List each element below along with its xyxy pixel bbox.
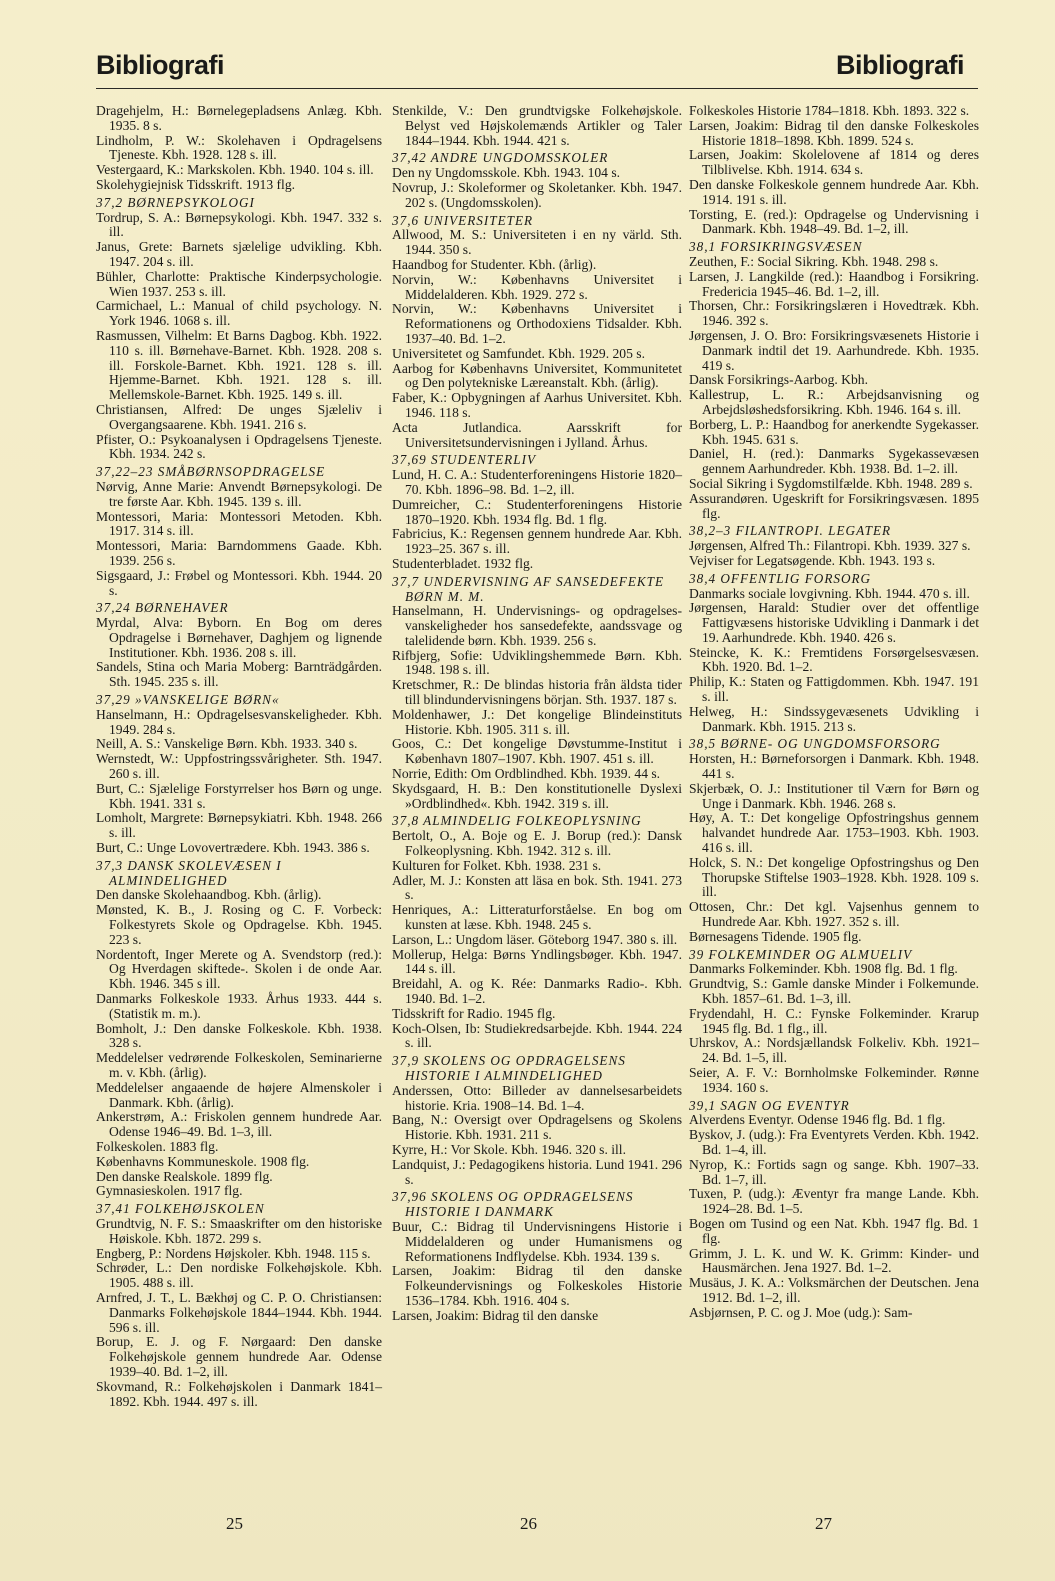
- section-heading: 37,6 UNIVERSITETER: [392, 212, 534, 228]
- bibliography-entry: Universitetet og Samfundet. Kbh. 1929. 205 s.: [392, 345, 645, 361]
- section-heading: 37,41 FOLKEHØJSKOLEN: [96, 1201, 265, 1217]
- bibliography-entry: Pfister, O.: Psykoanalysen i Opdragelsens Tjeneste. Kbh. 1934. 242 s.: [96, 431, 382, 462]
- section-heading: 37,22–23 SMÅBØRNSOPDRAGELSE: [96, 464, 326, 480]
- section-heading: 37,8 ALMINDELIG FOLKEOPLYSNING: [392, 813, 642, 829]
- bibliography-entry: Carmichael, L.: Manual of child psychology. N. York 1946. 1068 s. ill.: [96, 298, 382, 329]
- bibliography-entry: Rifbjerg, Sofie: Udviklingshemmede Børn. Kbh. 1948. 198 s. ill.: [392, 647, 682, 678]
- bibliography-entry: Fabricius, K.: Regensen gennem hundrede Aar. Kbh. 1923–25. 367 s. ill.: [392, 526, 682, 557]
- column-page-27: [689, 104, 979, 1321]
- bibliography-entry: Grimm, J. L. K. und W. K. Grimm: Kinder- und Hausmärchen. Jena 1927. Bd. 1–2.: [689, 1245, 979, 1276]
- bibliography-entry: Burt, C.: Unge Lovovertrædere. Kbh. 1943. 386 s.: [96, 840, 370, 856]
- bibliography-entry: Kallestrup, L. R.: Arbejdsanvisning og Arbejdsløshedsforsikring. Kbh. 1946. 164 s. ill.: [689, 387, 979, 417]
- bibliography-entry: Den danske Realskole. 1899 flg.: [96, 1168, 273, 1184]
- bibliography-entry: Rasmussen, Vilhelm: Et Barns Dagbog. Kbh. 1922. 110 s. ill. Børnehave-Barnet. Kbh. 1928. 208 s. ill. Forskole-Barnet. Kbh. 1921. 128 s. ill. Hjemme-Barnet. Kbh. 1921. 128 s. ill. Mellemskole-Barnet. Kbh. 1925. 149 s. ill.: [96, 327, 382, 403]
- bibliography-entry: Schrøder, L.: Den nordiske Folkehøjskole. Kbh. 1905. 488 s. ill.: [96, 1260, 382, 1291]
- bibliography-entry: Helweg, H.: Sindssygevæsenets Udvikling i Danmark. Kbh. 1915. 213 s.: [689, 703, 979, 734]
- bibliography-entry: Den danske Folkeskole gennem hundrede Aar. Kbh. 1914. 191 s. ill.: [689, 176, 979, 207]
- bibliography-entry: Mollerup, Helga: Børns Yndlingsbøger. Kbh. 1947. 144 s. ill.: [392, 946, 682, 977]
- bibliography-entry: Jørgensen, Alfred Th.: Filantropi. Kbh. 1939. 327 s.: [689, 538, 971, 554]
- bibliography-entry: Steincke, K. K.: Fremtidens Forsørgelsesvæsen. Kbh. 1920. Bd. 1–2.: [689, 644, 979, 675]
- column-page-26: [392, 104, 682, 1324]
- bibliography-entry: Ankerstrøm, A.: Friskolen gennem hundrede Aar. Odense 1946–49. Bd. 1–3, ill.: [96, 1109, 382, 1140]
- bibliography-entry: Philip, K.: Staten og Fattigdommen. Kbh. 1947. 191 s. ill.: [689, 674, 979, 705]
- bibliography-entry: Hanselmann, H.: Opdragelsesvanskeligheder. Kbh. 1949. 284 s.: [96, 706, 382, 737]
- bibliography-entry: Vestergaard, K.: Markskolen. Kbh. 1940. 104 s. ill.: [96, 162, 374, 178]
- bibliography-entry: Arnfred, J. T., L. Bækhøj og C. P. O. Christiansen: Danmarks Folkehøjskole 1844–1944. Kbh. 1944. 596 s. ill.: [96, 1289, 382, 1335]
- bibliography-entry: Acta Jutlandica. Aarsskrift for Universitetsundervisningen i Jylland. Århus.: [392, 419, 682, 450]
- bibliography-entry: Assurandøren. Ugeskrift for Forsikringsvæsen. 1895 flg.: [689, 490, 979, 521]
- section-heading: 37,96 SKOLENS OG OPDRAGELSENS HISTORIE I DANMARK: [392, 1189, 634, 1220]
- bibliography-entry: Janus, Grete: Barnets sjælelige udvikling. Kbh. 1947. 204 s. ill.: [96, 239, 382, 269]
- bibliography-entry: Allwood, M. S.: Universiteten i en ny värld. Sth. 1944. 350 s.: [392, 227, 682, 258]
- bibliography-entry: Neill, A. S.: Vanskelige Børn. Kbh. 1933. 340 s.: [96, 736, 358, 752]
- running-header-left: Bibliografi: [96, 50, 224, 80]
- bibliography-entry: Danmarks sociale lovgivning. Kbh. 1944. 470 s. ill.: [689, 585, 970, 601]
- bibliography-entry: Norrie, Edith: Om Ordblindhed. Kbh. 1939. 44 s.: [392, 766, 661, 782]
- section-heading: 38,4 OFFENTLIG FORSORG: [689, 570, 872, 586]
- bibliography-entry: Norvin, W.: Københavns Universitet i Reformationens og Orthodoxiens Tidsalder. Kbh. 1937–40. Bd. 1–2.: [392, 301, 682, 346]
- section-heading: 37,42 ANDRE UNGDOMSSKOLER: [392, 150, 609, 166]
- section-heading: 38,2–3 FILANTROPI. LEGATER: [689, 523, 892, 539]
- bibliography-entry: Vejviser for Legatsøgende. Kbh. 1943. 193 s.: [689, 552, 936, 568]
- bibliography-entry: Social Sikring i Sygdomstilfælde. Kbh. 1948. 289 s.: [689, 475, 973, 491]
- page-number-26: 26: [520, 1514, 537, 1533]
- bibliography-entry: Kyrre, H.: Vor Skole. Kbh. 1946. 320 s. ill.: [392, 1141, 626, 1157]
- section-heading: 37,7 UNDERVISNING AF SANSEDEFEKTE BØRN M. M.: [392, 573, 665, 604]
- bibliography-entry: Bomholt, J.: Den danske Folkeskole. Kbh. 1938. 328 s.: [96, 1020, 382, 1051]
- bibliography-entry: Skjerbæk, O. J.: Institutioner til Værn for Børn og Unge i Danmark. Kbh. 1946. 268 s.: [689, 780, 979, 811]
- section-heading: 37,9 SKOLENS OG OPDRAGELSENS HISTORIE I ALMINDELIGHED: [392, 1053, 626, 1083]
- bibliography-entry: Den danske Skolehaandbog. Kbh. (årlig).: [96, 887, 322, 903]
- bibliography-entry: Norvin, W.: Københavns Universitet i Middelalderen. Kbh. 1929. 272 s.: [392, 271, 682, 302]
- bibliography-entry: Uhrskov, A.: Nordsjællandsk Folkeliv. Kbh. 1921–24. Bd. 1–5, ill.: [689, 1035, 979, 1066]
- bibliography-entry: Novrup, J.: Skoleformer og Skoletanker. Kbh. 1947. 202 s. (Ungdomsskolen).: [392, 179, 682, 210]
- bibliography-entry: Myrdal, Alva: Byborn. En Bog om deres Opdragelse i Børnehaver, Daghjem og lignende Institutioner. Kbh. 1936. 208 s. ill.: [96, 615, 382, 660]
- bibliography-entry: Jørgensen, J. O. Bro: Forsikringsvæsenets Historie i Danmark indtil det 19. Aarhundrede. Kbh. 1935. 419 s.: [689, 327, 979, 373]
- page-number-25: 25: [226, 1514, 243, 1533]
- bibliography-entry: Thorsen, Chr.: Forsikringslæren i Hovedtræk. Kbh. 1946. 392 s.: [689, 298, 979, 329]
- bibliography-entry: Breidahl, A. og K. Rée: Danmarks Radio-. Kbh. 1940. Bd. 1–2.: [392, 976, 682, 1007]
- bibliography-entry: Larsen, Joakim: Skolelovene af 1814 og deres Tilblivelse. Kbh. 1914. 634 s.: [689, 147, 979, 178]
- bibliography-entry: Larsen, J. Langkilde (red.): Haandbog i Forsikring. Fredericia 1945–46. Bd. 1–2, ill.: [689, 268, 979, 299]
- bibliography-entry: Bang, N.: Oversigt over Opdragelsens og Skolens Historie. Kbh. 1931. 211 s.: [392, 1112, 682, 1143]
- bibliography-entry: Studenterbladet. 1932 flg.: [392, 555, 534, 571]
- bibliography-entry: Tidsskrift for Radio. 1945 flg.: [392, 1005, 556, 1021]
- header-rule: [96, 88, 978, 89]
- bibliography-entry: Kulturen for Folket. Kbh. 1938. 231 s.: [392, 857, 602, 873]
- bibliography-entry: Grundtvig, N. F. S.: Smaaskrifter om den historiske Høiskole. Kbh. 1872. 299 s.: [96, 1215, 382, 1246]
- bibliography-entry: Stenkilde, V.: Den grundtvigske Folkehøjskole. Belyst ved Højskolemænds Artikler og Taler 1844–1944. Kbh. 1944. 421 s.: [392, 103, 682, 148]
- section-heading: 37,24 BØRNEHAVER: [96, 600, 229, 616]
- bibliography-entry: Københavns Kommuneskole. 1908 flg.: [96, 1153, 310, 1169]
- bibliography-entry: Nordentoft, Inger Merete og A. Svendstorp (red.): Og Hverdagen skiftede-. Skolen i de onde Aar. Kbh. 1946. 345 s ill.: [96, 946, 382, 992]
- bibliography-entry: Montessori, Maria: Barndommens Gaade. Kbh. 1939. 256 s.: [96, 538, 382, 568]
- bibliography-entry: Landquist, J.: Pedagogikens historia. Lund 1941. 296 s.: [392, 1156, 682, 1187]
- page-number-27: 27: [815, 1514, 832, 1533]
- bibliography-entry: Kretschmer, R.: De blindas historia från äldsta tider till blindundervisningens början. Sth. 1937. 187 s.: [392, 677, 682, 708]
- bibliography-entry: Jørgensen, Harald: Studier over det offentlige Fattigvæsens historiske Udvikling i Danmark i det 19. Aarhundrede. Kbh. 1940. 426 s.: [689, 600, 979, 645]
- bibliography-entry: Lomholt, Margrete: Børnepsykiatri. Kbh. 1948. 266 s. ill.: [96, 810, 382, 841]
- section-heading: 38,1 FORSIKRINGSVÆSEN: [689, 239, 863, 255]
- bibliography-entry: Faber, K.: Opbygningen af Aarhus Universitet. Kbh. 1946. 118 s.: [392, 390, 682, 420]
- section-heading: 37,3 DANSK SKOLEVÆSEN I ALMINDELIGHED: [96, 857, 282, 888]
- bibliography-entry: Høy, A. T.: Det kongelige Opfostringshus gennem halvandet hundrede Aar. 1753–1903. Kbh. 1903. 416 s. ill.: [689, 810, 979, 856]
- bibliography-entry: Daniel, H. (red.): Danmarks Sygekassevæsen gennem Aarhundreder. Kbh. 1938. Bd. 1–2. ill.: [689, 446, 979, 477]
- bibliography-entry: Christiansen, Alfred: De unges Sjæleliv i Overgangsaarene. Kbh. 1941. 216 s.: [96, 401, 382, 432]
- bibliography-entry: Adler, M. J.: Konsten att läsa en bok. Sth. 1941. 273 s.: [392, 872, 682, 903]
- bibliography-entry: Mønsted, K. B., J. Rosing og C. F. Vorbeck: Folkestyrets Skole og Opdragelse. Kbh. 1945. 223 s.: [96, 902, 382, 947]
- bibliography-entry: Larsen, Joakim: Bidrag til den danske Folkeundervisnings og Folkeskoles Historie 1536–1784. Kbh. 1916. 404 s.: [392, 1263, 682, 1308]
- bibliography-entry: Zeuthen, F.: Social Sikring. Kbh. 1948. 298 s.: [689, 253, 939, 269]
- bibliography-entry: Tordrup, S. A.: Børnepsykologi. Kbh. 1947. 332 s. ill.: [96, 209, 382, 240]
- bibliography-entry: Børnesagens Tidende. 1905 flg.: [689, 928, 862, 944]
- bibliography-entry: Sigsgaard, J.: Frøbel og Montessori. Kbh. 1944. 20 s.: [96, 567, 382, 598]
- bibliography-entry: Tuxen, P. (udg.): Æventyr fra mange Lande. Kbh. 1924–28. Bd. 1–5.: [689, 1186, 979, 1217]
- bibliography-entry: Nørvig, Anne Marie: Anvendt Børnepsykologi. De tre første Aar. Kbh. 1945. 139 s. ill.: [96, 478, 382, 509]
- bibliography-entry: Horsten, H.: Børneforsorgen i Danmark. Kbh. 1948. 441 s.: [689, 751, 979, 782]
- bibliography-entry: Larsen, Joakim: Bidrag til den danske Folkeskoles Historie 1818–1898. Kbh. 1899. 524 s.: [689, 117, 979, 148]
- bibliography-entry: Larson, L.: Ungdom läser. Göteborg 1947. 380 s. ill.: [392, 931, 678, 947]
- bibliography-entry: Frydendahl, H. C.: Fynske Folkeminder. Krarup 1945 flg. Bd. 1 flg., ill.: [689, 1005, 979, 1036]
- bibliography-entry: Anderssen, Otto: Billeder av dannelsesarbeidets historie. Kria. 1908–14. Bd. 1–4.: [392, 1082, 682, 1113]
- bibliography-entry: Holck, S. N.: Det kongelige Opfostringshus og Den Thorupske Stiftelse 1903–1928. Kbh. 1928. 109 s. ill.: [689, 854, 979, 900]
- bibliography-entry: Danmarks Folkeskole 1933. Århus 1933. 444 s. (Statistik m. m.).: [96, 991, 382, 1021]
- bibliography-entry: Torsting, E. (red.): Opdragelse og Undervisning i Danmark. Kbh. 1948–49. Bd. 1–2, ill.: [689, 206, 979, 237]
- bibliography-entry: Hanselmann, H. Undervisnings- og opdragelses-vanskeligheder hos sansedefekte, aandssvage og talelidende børn. Kbh. 1939. 256 s.: [392, 603, 682, 648]
- bibliography-entry: Dansk Forsikrings-Aarbog. Kbh.: [689, 372, 868, 388]
- section-heading: 37,29 »VANSKELIGE BØRN«: [96, 692, 280, 708]
- column-page-25: [96, 104, 382, 1409]
- bibliography-entry: Den ny Ungdomsskole. Kbh. 1943. 104 s.: [392, 165, 621, 181]
- bibliography-entry: Alverdens Eventyr. Odense 1946 flg. Bd. 1 flg.: [689, 1112, 946, 1128]
- bibliography-entry: Moldenhawer, J.: Det kongelige Blindeinstituts Historie. Kbh. 1905. 311 s. ill.: [392, 706, 682, 737]
- bibliography-entry: Koch-Olsen, Ib: Studiekredsarbejde. Kbh. 1944. 224 s. ill.: [392, 1020, 682, 1051]
- bibliography-entry: Bühler, Charlotte: Praktische Kinderpsychologie. Wien 1937. 253 s. ill.: [96, 268, 382, 299]
- bibliography-entry: Borup, E. J. og F. Nørgaard: Den danske Folkehøjskole gennem hundrede Aar. Odense 1939–40. Bd. 1–2, ill.: [96, 1334, 382, 1379]
- bibliography-entry: Borberg, L. P.: Haandbog for anerkendte Sygekasser. Kbh. 1945. 631 s.: [689, 416, 979, 447]
- bibliography-entry: Aarbog for Københavns Universitet, Kommunitetet og Den polytekniske Læreanstalt. Kbh. (årlig).: [392, 360, 682, 391]
- section-heading: 39 FOLKEMINDER OG ALMUELIV: [689, 946, 913, 962]
- bibliography-entry: Dumreicher, C.: Studenterforeningens Historie 1870–1920. Kbh. 1934 flg. Bd. 1 flg.: [392, 496, 682, 527]
- bibliography-entry: Buur, C.: Bidrag til Undervisningens Historie i Middelalderen og under Humanismens og Reformationens Indflydelse. Kbh. 1934. 139 s.: [392, 1218, 682, 1264]
- bibliography-entry: Folkeskolen. 1883 flg.: [96, 1138, 219, 1154]
- bibliography-entry: Goos, C.: Det kongelige Døvstumme-Institut i København 1807–1907. Kbh. 1907. 451 s. ill.: [392, 736, 682, 767]
- section-heading: 37,69 STUDENTERLIV: [392, 452, 537, 468]
- bibliography-entry: Seier, A. F. V.: Bornholmske Folkeminder. Rønne 1934. 160 s.: [689, 1065, 979, 1095]
- bibliography-entry: Skovmand, R.: Folkehøjskolen i Danmark 1841–1892. Kbh. 1944. 497 s. ill.: [96, 1378, 382, 1409]
- bibliography-entry: Bertolt, O., A. Boje og E. J. Borup (red.): Dansk Folkeoplysning. Kbh. 1942. 312 s. ill.: [392, 828, 682, 859]
- bibliography-entry: Bogen om Tusind og een Nat. Kbh. 1947 flg. Bd. 1 flg.: [689, 1215, 979, 1246]
- running-header-right: Bibliografi: [836, 50, 964, 80]
- bibliography-entry: Skydsgaard, H. B.: Den konstitutionelle Dyslexi »Ordblindhed«. Kbh. 1942. 319 s. ill.: [392, 780, 682, 811]
- bibliography-entry: Lund, H. C. A.: Studenterforeningens Historie 1820–70. Kbh. 1896–98. Bd. 1–2, ill.: [392, 467, 682, 497]
- bibliography-entry: Dragehjelm, H.: Børnelegepladsens Anlæg. Kbh. 1935. 8 s.: [96, 103, 382, 133]
- bibliography-entry: Ottosen, Chr.: Det kgl. Vajsenhus gennem to Hundrede Aar. Kbh. 1927. 352 s. ill.: [689, 899, 979, 930]
- bibliography-entry: Montessori, Maria: Montessori Metoden. Kbh. 1917. 314 s. ill.: [96, 508, 382, 539]
- bibliography-entry: Burt, C.: Sjælelige Forstyrrelser hos Børn og unge. Kbh. 1941. 331 s.: [96, 780, 382, 811]
- section-heading: 39,1 SAGN OG EVENTYR: [689, 1097, 850, 1113]
- bibliography-entry: Meddelelser vedrørende Folkeskolen, Seminarierne m. v. Kbh. (årlig).: [96, 1050, 382, 1080]
- section-heading: 37,2 BØRNEPSYKOLOGI: [96, 194, 255, 210]
- bibliography-entry: Meddelelser angaaende de højere Almenskoler i Danmark. Kbh. (årlig).: [96, 1079, 382, 1110]
- bibliography-entry: Henriques, A.: Litteraturforståelse. En bog om kunsten at læse. Kbh. 1948. 245 s.: [392, 902, 682, 933]
- bibliography-entry: Grundtvig, S.: Gamle danske Minder i Folkemunde. Kbh. 1857–61. Bd. 1–3, ill.: [689, 976, 979, 1007]
- bibliography-entry: Haandbog for Studenter. Kbh. (årlig).: [392, 256, 597, 272]
- bibliography-entry: Asbjørnsen, P. C. og J. Moe (udg.): Sam-: [689, 1304, 913, 1320]
- bibliography-entry: Skolehygiejnisk Tidsskrift. 1913 flg.: [96, 176, 296, 192]
- bibliography-entry: Musäus, J. K. A.: Volksmärchen der Deutschen. Jena 1912. Bd. 1–2, ill.: [689, 1275, 979, 1305]
- bibliography-entry: Larsen, Joakim: Bidrag til den danske: [392, 1307, 599, 1323]
- bibliography-entry: Engberg, P.: Nordens Højskoler. Kbh. 1948. 115 s.: [96, 1245, 371, 1261]
- bibliography-entry: Gymnasieskolen. 1917 flg.: [96, 1183, 243, 1199]
- bibliography-entry: Sandels, Stina och Maria Moberg: Barnträdgården. Sth. 1945. 235 s. ill.: [96, 659, 382, 690]
- bibliography-entry: Wernstedt, W.: Uppfostringssvårigheter. Sth. 1947. 260 s. ill.: [96, 751, 382, 782]
- bibliography-entry: Lindholm, P. W.: Skolehaven i Opdragelsens Tjeneste. Kbh. 1928. 128 s. ill.: [96, 132, 382, 163]
- section-heading: 38,5 BØRNE- OG UNGDOMSFORSORG: [689, 736, 941, 752]
- bibliography-entry: Danmarks Folkeminder. Kbh. 1908 flg. Bd. 1 flg.: [689, 961, 958, 977]
- bibliography-entry: Byskov, J. (udg.): Fra Eventyrets Verden. Kbh. 1942. Bd. 1–4, ill.: [689, 1127, 979, 1157]
- bibliography-entry: Folkeskoles Historie 1784–1818. Kbh. 1893. 322 s.: [689, 103, 970, 118]
- bibliography-entry: Nyrop, K.: Fortids sagn og sange. Kbh. 1907–33. Bd. 1–7, ill.: [689, 1156, 979, 1187]
